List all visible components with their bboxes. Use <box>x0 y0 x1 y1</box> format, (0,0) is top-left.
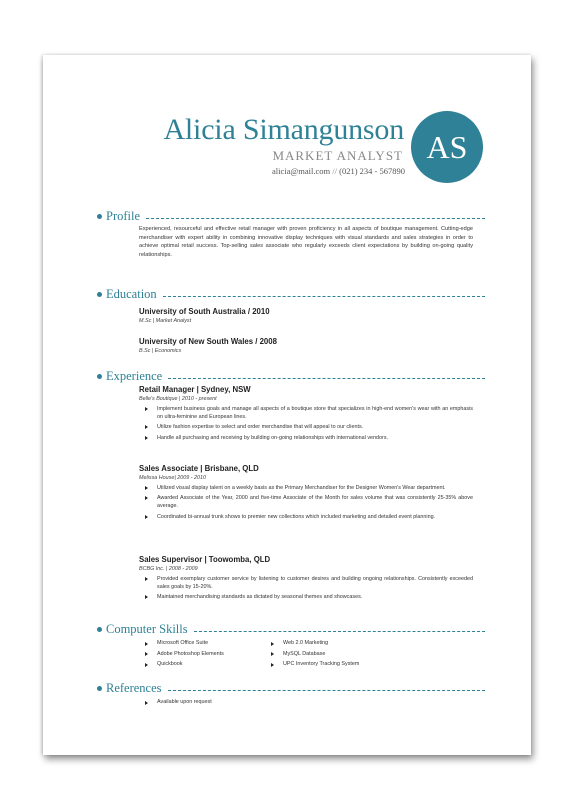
section-title: Education <box>106 286 157 301</box>
list-item: Quickbook <box>139 660 265 670</box>
education-item <box>139 307 473 327</box>
triangle-bullet-icon <box>145 577 148 581</box>
section-title: Computer Skills <box>106 621 188 636</box>
education-item <box>139 337 473 357</box>
list-item: Web 2.0 Marketing <box>265 639 385 649</box>
resume-page <box>43 55 531 755</box>
list-item: Utilize fashion expertise to select and order merchandise that will appeal to our clients. <box>139 423 473 431</box>
job-entry <box>139 385 473 444</box>
triangle-bullet-icon <box>271 642 274 646</box>
school-name: University of South Australia / 2010 <box>139 307 270 316</box>
list-item: Microsoft Office Suite <box>139 639 265 649</box>
section-header-references <box>97 681 485 695</box>
job-entry <box>139 555 473 604</box>
triangle-bullet-icon <box>145 486 148 490</box>
list-item: UPC Inventory Tracking System <box>265 660 385 670</box>
list-item: Utilized visual display talent on a weekly basis as the Primary Merchandiser for the Designer Women's Wear department. <box>139 484 473 492</box>
triangle-bullet-icon <box>145 652 148 656</box>
job-entry <box>139 464 473 523</box>
monogram-circle <box>411 111 483 183</box>
triangle-bullet-icon <box>145 642 148 646</box>
triangle-bullet-icon <box>145 663 148 667</box>
job-title: Sales Associate | Brisbane, QLD <box>139 464 259 473</box>
triangle-bullet-icon <box>145 425 148 429</box>
triangle-bullet-icon <box>145 701 148 705</box>
list-item: Maintained merchandising standards as dictated by seasonal themes and showcases. <box>139 593 473 601</box>
triangle-bullet-icon <box>145 496 148 500</box>
list-item: Available upon request <box>139 698 265 708</box>
triangle-bullet-icon <box>145 407 148 411</box>
triangle-bullet-icon <box>271 663 274 667</box>
candidate-name: Alicia Simangunson <box>163 113 404 146</box>
job-title: Sales Supervisor | Toowomba, QLD <box>139 555 271 564</box>
list-item: Provided exemplary customer service by listening to customer desires and building ongoing relationships. Consistently exceeded sales goals by 15-20%. <box>139 575 473 591</box>
section-title: References <box>106 680 162 695</box>
dashed-divider <box>146 218 485 219</box>
section-title: Experience <box>106 368 163 383</box>
job-title: Retail Manager | Sydney, NSW <box>139 385 251 394</box>
monogram-text: AS <box>426 128 468 165</box>
contact-separator: // <box>332 166 337 176</box>
dashed-divider <box>168 690 485 691</box>
skills-list <box>139 639 473 670</box>
list-item: Implement business goals and manage all aspects of a boutique store that specializes in high-end women's wear with an emphasis on ultra-feminine and European lines. <box>139 405 473 421</box>
dashed-divider <box>194 631 485 632</box>
bullet-dot-icon <box>97 214 102 219</box>
triangle-bullet-icon <box>271 652 274 656</box>
profile-block <box>139 225 473 260</box>
section-header-profile <box>97 209 485 223</box>
references-list <box>139 698 473 708</box>
job-subtitle: Melissa House| 2009 - 2010 <box>139 475 207 481</box>
job-bullets <box>139 484 473 521</box>
dashed-divider <box>163 296 485 297</box>
degree-text: M.Sc | Market Analyst <box>139 318 192 324</box>
list-item: MySQL Database <box>265 650 385 660</box>
list-item: Adobe Photoshop Elements <box>139 650 265 660</box>
dashed-divider <box>168 378 485 379</box>
section-header-skills <box>97 622 485 636</box>
section-header-experience <box>97 369 485 383</box>
job-subtitle: Belle's Boutique | 2010 - present <box>139 396 217 402</box>
phone-text: (021) 234 - 567890 <box>339 166 405 176</box>
triangle-bullet-icon <box>145 595 148 599</box>
list-item: Awarded Associate of the Year, 2000 and five-time Associate of the Month for sales volume that was consistently 25-35% above average. <box>139 494 473 510</box>
bullet-dot-icon <box>97 627 102 632</box>
candidate-role: MARKET ANALYST <box>272 148 403 163</box>
contact-line <box>272 167 405 176</box>
job-bullets <box>139 405 473 442</box>
degree-text: B.Sc | Economics <box>139 348 182 354</box>
bullet-dot-icon <box>97 686 102 691</box>
bullet-dot-icon <box>97 292 102 297</box>
list-item: Coordinated bi-annual trunk shows to premier new collections which included marketing and detailed event planning. <box>139 513 473 521</box>
profile-text: Experienced, resourceful and effective retail manager with proven proficiency in all aspects of boutique management. Cutting-edge merchandiser with expert ability in combining innovative display techniques with visual standards and sales strategies in order to achieve optimal retail success. Top-selling sales associate who regularly exceeds client expectations by building on-going quality relationships. <box>139 226 473 259</box>
bullet-dot-icon <box>97 374 102 379</box>
job-bullets <box>139 575 473 602</box>
triangle-bullet-icon <box>145 436 148 440</box>
email-text: alicia@mail.com <box>272 166 331 176</box>
triangle-bullet-icon <box>145 515 148 519</box>
job-subtitle: BCBG Inc. | 2008 - 2009 <box>139 566 198 572</box>
school-name: University of New South Wales / 2008 <box>139 337 277 346</box>
section-header-education <box>97 287 485 301</box>
list-item: Handle all purchasing and receiving by building on-going relationships with international vendors. <box>139 434 473 442</box>
section-title: Profile <box>106 208 141 223</box>
